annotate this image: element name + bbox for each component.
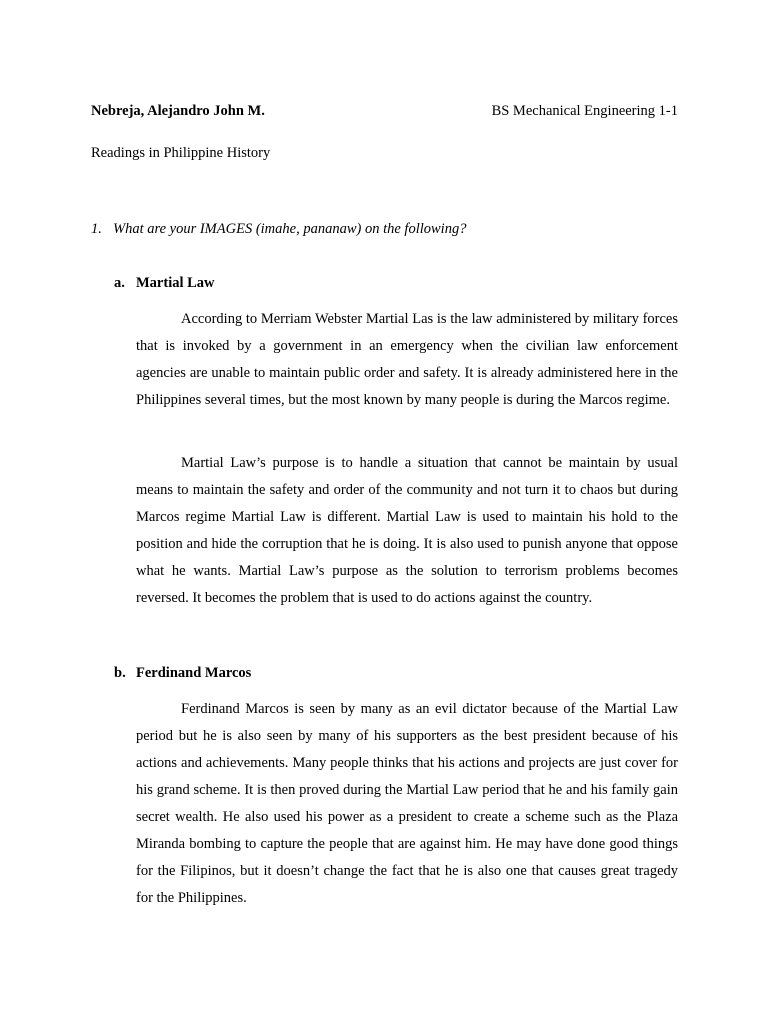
question-text: What are your IMAGES (imahe, pananaw) on the following? — [113, 221, 467, 237]
course-title: Readings in Philippine History — [91, 145, 271, 161]
section-title: Ferdinand Marcos — [136, 665, 252, 681]
paragraph-ferdinand-marcos: Ferdinand Marcos is seen by many as an evil dictator because of the Martial Law period but he is also seen by many of his supporters as the best president because of his actions and achievements. Many people thinks that his actions and projects are just cover for his grand scheme. It is then proved during the Martial Law period that he and his family gain secret wealth. He also used his power as a president to create a scheme such as the Plaza Miranda bombing to capture the people that are against him. He may have done good things for the Filipinos, but it doesn’t change the fact that he is also one that causes great tragedy for the Philippines. — [136, 701, 678, 906]
section-letter: b. — [114, 665, 126, 681]
question-number: 1. — [91, 221, 102, 237]
section-letter: a. — [114, 275, 125, 291]
paragraph-martial-law-purpose: Martial Law’s purpose is to handle a situation that cannot be maintain by usual means to maintain the safety and order of the community and not turn it to chaos but during Marcos regime Martial Law is different. Martial Law is used to maintain his hold to the position and hide the corruption that he is doing. It is also used to punish anyone that oppose what he wants. Martial Law’s purpose as the solution to terrorism problems becomes reversed. It becomes the problem that is used to do actions against the country. — [136, 455, 678, 606]
question-heading — [91, 219, 466, 239]
author-name: Nebreja, Alejandro John M. — [91, 103, 265, 119]
section-heading-ferdinand-marcos — [114, 663, 251, 683]
paragraph-martial-law-definition: According to Merriam Webster Martial Las is the law administered by military forces that is invoked by a government in an emergency when the civilian law enforcement agencies are unable to maintain public order and safety. It is already administered here in the Philippines several times, but the most known by many people is during the Marcos regime. — [136, 311, 678, 408]
program-section: BS Mechanical Engineering 1-1 — [491, 103, 678, 119]
section-heading-martial-law — [114, 273, 215, 293]
document-header — [91, 101, 678, 123]
section-title: Martial Law — [136, 275, 215, 291]
